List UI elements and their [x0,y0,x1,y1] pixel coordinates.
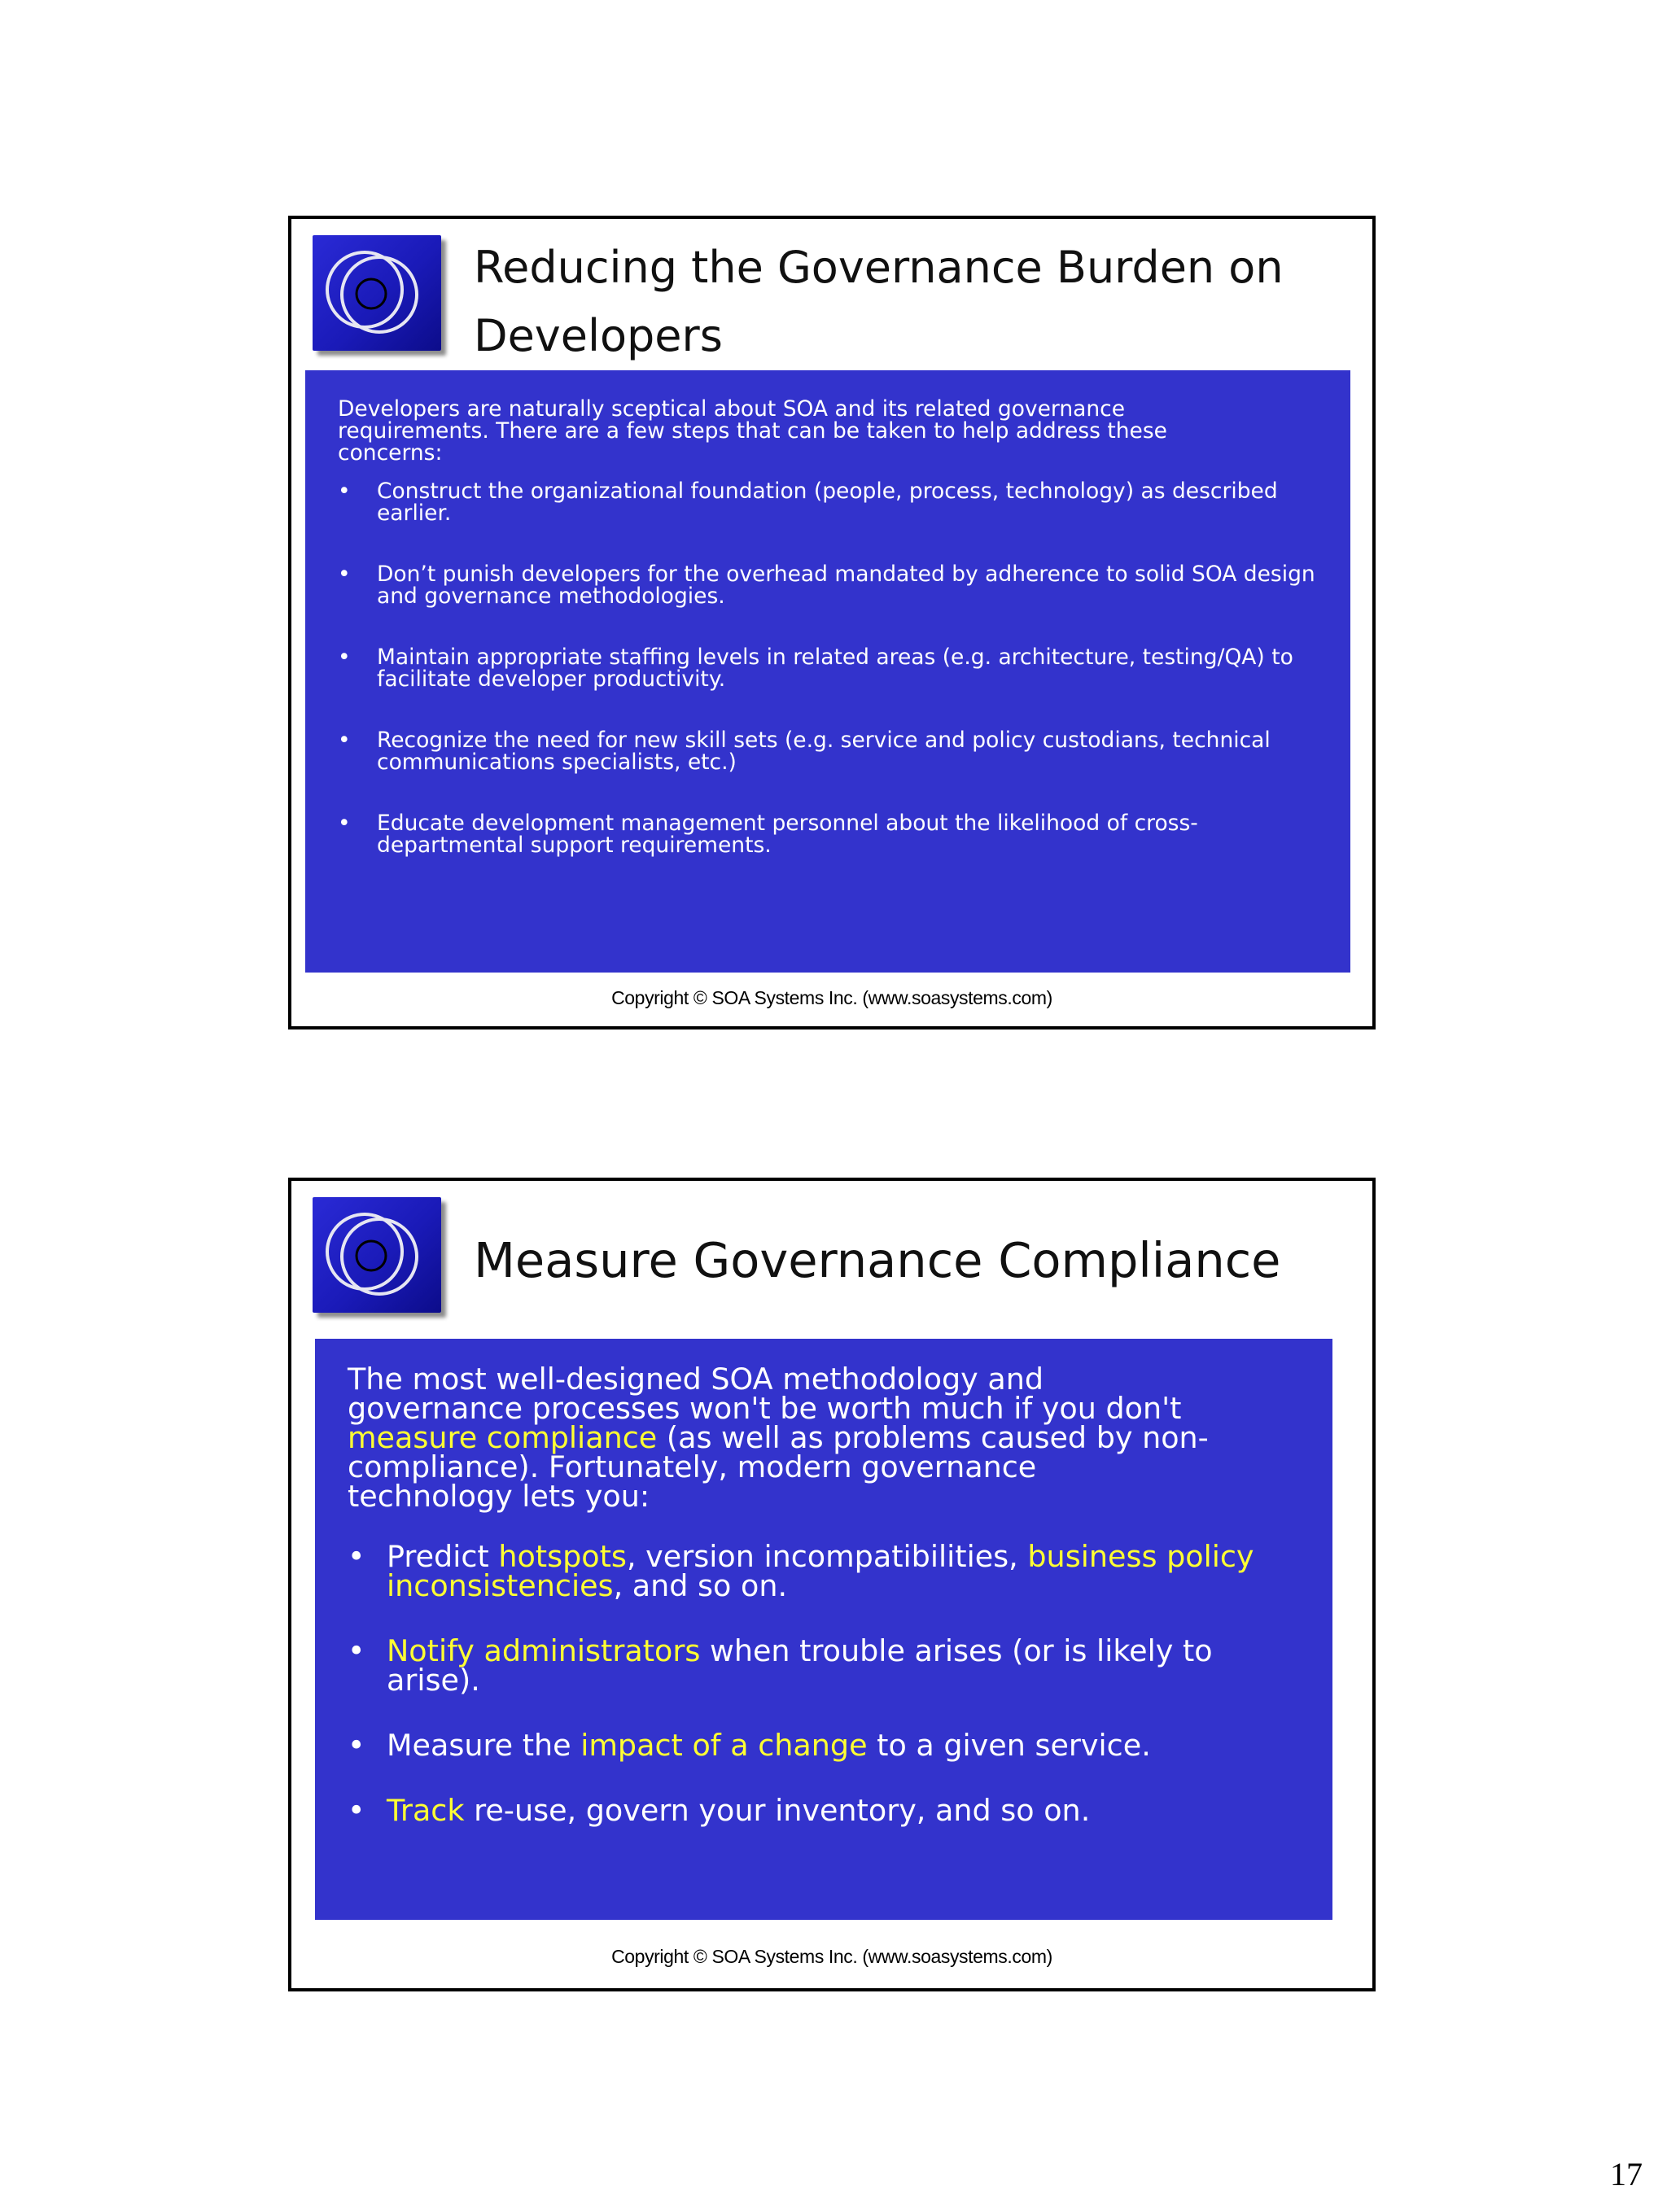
bullet-dot-icon: • [348,1633,365,1668]
rings-graphic [313,235,441,351]
highlight-text: measure compliance [348,1420,658,1455]
content-box [315,1339,1332,1920]
list-item: • Measure the impact of a change to a given service. [348,1728,1151,1763]
slide-title: Measure Governance Compliance [474,1232,1281,1288]
list-item: • Notify administrators when trouble arises (or is likely to arise). [348,1633,1213,1698]
bullet-dot-icon: • [348,1728,365,1763]
list-item: • Construct the organizational foundation (people, process, technology) as described earlier. [338,479,1278,526]
highlight-text: business policy inconsistencies [387,1539,1254,1603]
copyright-footer: Copyright © SOA Systems Inc. (www.soasystems.com) [611,1946,1052,1967]
list-item: • Recognize the need for new skill sets (e.g. service and policy custodians, technical communications specialists, etc.) [338,728,1271,775]
highlight-text: Notify administrators [387,1633,701,1668]
overlapping-rings-logo-icon [313,1197,441,1313]
list-item: • Predict hotspots, version incompatibilities, business policy inconsistencies, and so on. [348,1539,1254,1603]
highlight-text: impact of a change [580,1728,868,1763]
slide-measure-compliance [288,1178,1376,1991]
intro-text: The most well-designed SOA methodology and governance processes won't be worth much if you don't measure compliance (as well as problems caused by non-compliance). Fortunately, modern governance technology lets you: [348,1362,1209,1514]
bullet-list [348,1539,1300,1828]
bullet-dot-icon: • [338,645,351,670]
copyright-footer: Copyright © SOA Systems Inc. (www.soasystems.com) [611,987,1052,1008]
highlight-text: hotspots [498,1539,627,1574]
bullet-dot-icon: • [338,479,351,504]
slide-title: Reducing the Governance Burden on Developers [474,242,1284,361]
overlapping-rings-logo-icon [313,235,441,351]
intro-text: Developers are naturally sceptical about SOA and its related governance requirements. There are a few steps that can be taken to help address these concerns: [338,396,1167,466]
page-number: 17 [1610,2156,1643,2192]
list-item: • Maintain appropriate staffing levels in related areas (e.g. architecture, testing/QA) to facilitate developer productivity. [338,645,1293,692]
bullet-dot-icon: • [338,728,351,753]
bullet-dot-icon: • [338,811,351,836]
slide-governance-burden [288,216,1376,1029]
list-item: • Educate development management personnel about the likelihood of cross-departmental support requirements. [338,811,1198,858]
bullet-list [338,480,1318,856]
list-item: • Don’t punish developers for the overhead mandated by adherence to solid SOA design and governance methodologies. [338,562,1315,609]
list-item: • Track re-use, govern your inventory, and so on. [348,1793,1091,1828]
bullet-dot-icon: • [348,1539,365,1574]
content-box [305,370,1350,973]
rings-graphic [313,1197,441,1313]
highlight-text: Track [387,1793,465,1828]
bullet-dot-icon: • [338,562,351,587]
bullet-dot-icon: • [348,1793,365,1828]
